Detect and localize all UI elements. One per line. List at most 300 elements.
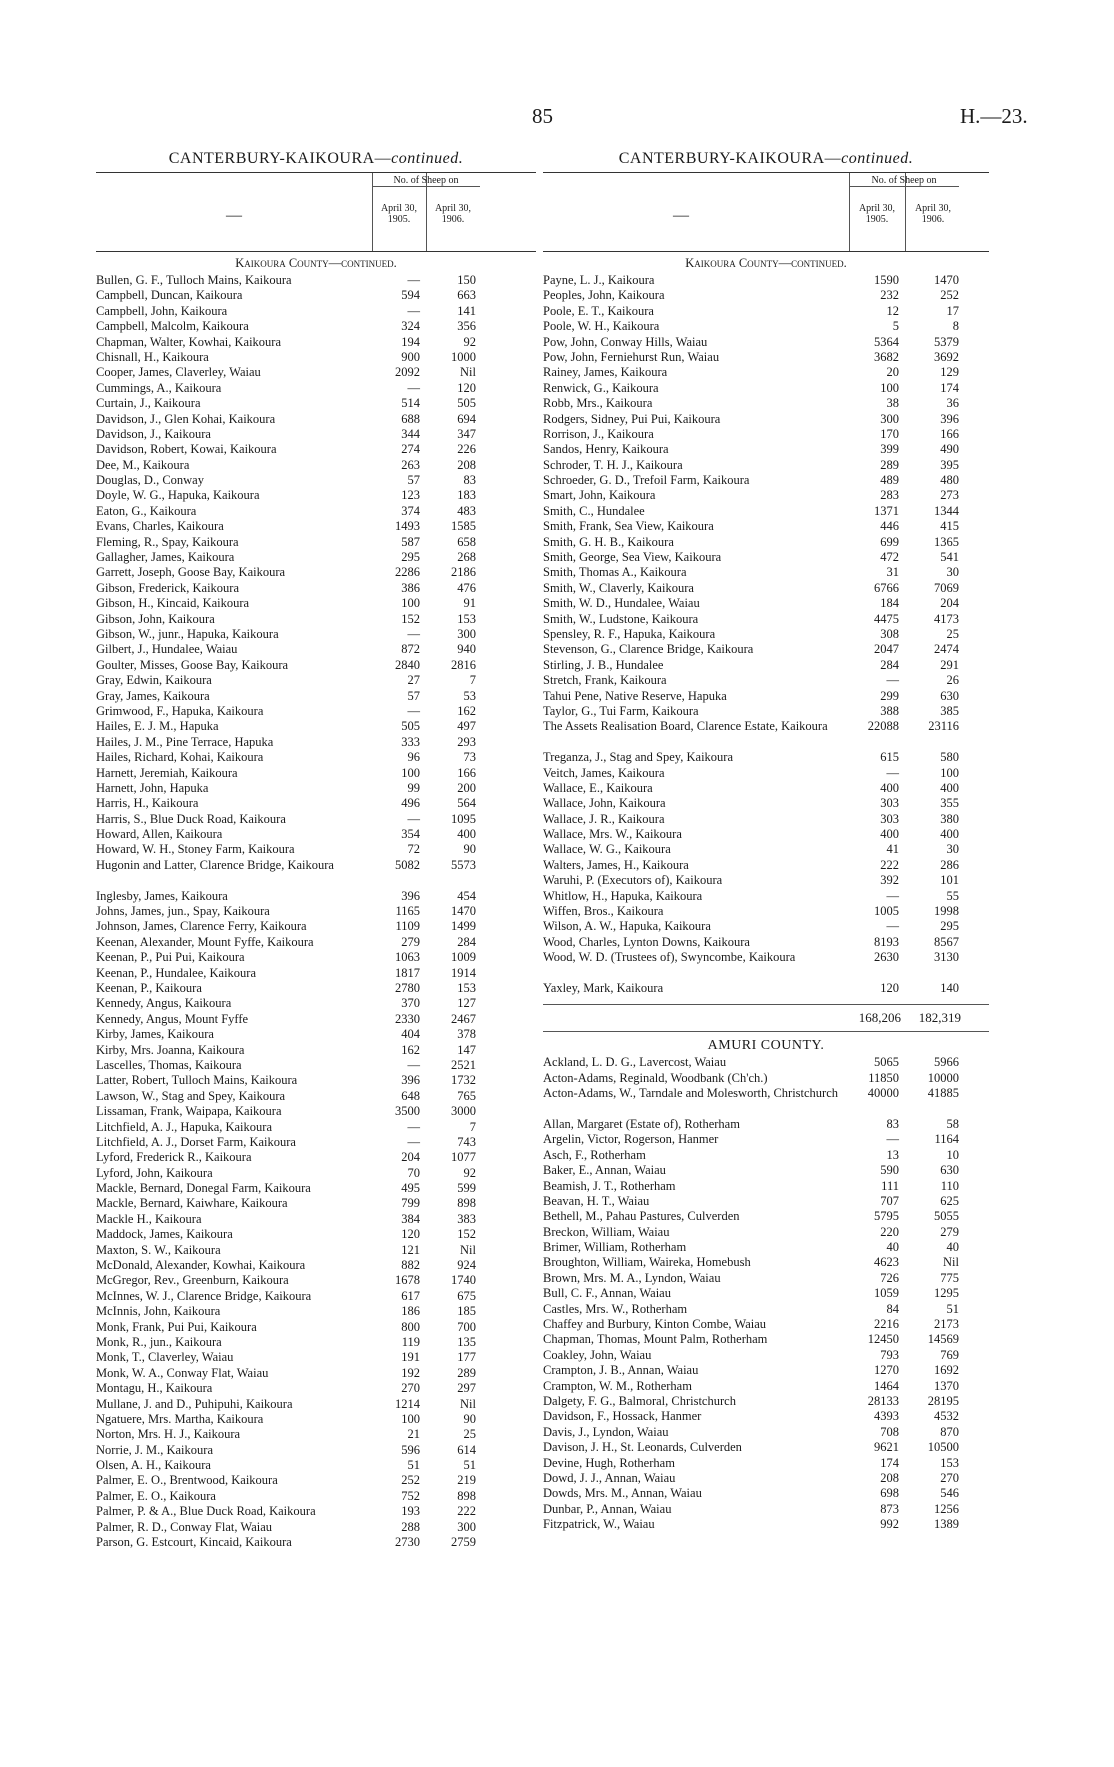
sheep-1905: 1109: [395, 919, 420, 934]
table-row: [543, 1317, 989, 1332]
holder-name: Devine, Hugh, Rotherham: [543, 1455, 675, 1470]
sheep-1905: 274: [401, 442, 420, 457]
sheep-1905: 354: [401, 827, 420, 842]
holder-name: Wallace, J. R., Kaikoura: [543, 811, 665, 826]
sheep-1906: 219: [457, 1473, 476, 1488]
holder-name: Monk, T., Claverley, Waiau: [96, 1350, 234, 1365]
sheep-1905: 2047: [874, 642, 899, 657]
holder-name: Johnson, James, Clarence Ferry, Kaikoura: [96, 919, 307, 934]
sheep-1906: 415: [940, 519, 959, 534]
holder-name: Smith, W., Ludstone, Kaikoura: [543, 611, 699, 626]
holder-name: Wallace, Mrs. W., Kaikoura: [543, 827, 682, 842]
sheep-1905: 38: [886, 396, 899, 411]
sheep-1905: 100: [880, 380, 899, 395]
holder-name: Howard, W. H., Stoney Farm, Kaikoura: [96, 842, 295, 857]
sheep-1906: 3692: [934, 349, 959, 364]
left-table-header: [96, 172, 536, 252]
sheep-1905: 96: [407, 750, 420, 765]
sheep-1905: 208: [880, 1470, 899, 1485]
sheep-1905: 193: [401, 1504, 420, 1519]
holder-name: Harnett, Jeremiah, Kaikoura: [96, 765, 238, 780]
sheep-1906: 2521: [451, 1057, 476, 1072]
sheep-1906: 483: [457, 503, 476, 518]
sheep-1906: 765: [457, 1088, 476, 1103]
table-row: [543, 1071, 989, 1086]
sheep-1906: 293: [457, 734, 476, 749]
sheep-1905: 344: [401, 426, 420, 441]
table-row: [96, 919, 536, 934]
table-row: [96, 1243, 536, 1258]
sheep-1905: 472: [880, 550, 899, 565]
sheep-1906: 17: [946, 303, 959, 318]
holder-name: Robb, Mrs., Kaikoura: [543, 396, 653, 411]
holder-name: Evans, Charles, Kaikoura: [96, 519, 224, 534]
holder-name: Ngatuere, Mrs. Martha, Kaikoura: [96, 1411, 264, 1426]
table-row: [96, 565, 536, 580]
left-section-heading: Kaikoura County—continued.: [235, 256, 397, 270]
sheep-1905: —: [407, 273, 420, 287]
holder-name: Poole, W. H., Kaikoura: [543, 319, 660, 334]
sheep-1906: 400: [940, 827, 959, 842]
table-row: [96, 412, 536, 427]
holder-name: Keenan, Alexander, Mount Fyffe, Kaikoura: [96, 934, 314, 949]
table-row: [96, 1227, 536, 1242]
sheep-1905: 800: [401, 1319, 420, 1334]
holder-name: Lyford, Frederick R., Kaikoura: [96, 1150, 252, 1165]
sheep-1905: 252: [401, 1473, 420, 1488]
sheep-1906: 2467: [451, 1011, 476, 1026]
holder-name: Grimwood, F., Hapuka, Kaikoura: [96, 703, 264, 718]
right-section-heading: Kaikoura County—continued.: [685, 256, 847, 270]
table-row: [543, 612, 989, 627]
sheep-1905: 1165: [395, 904, 420, 919]
table-row: [96, 488, 536, 503]
holder-name: Litchfield, A. J., Dorset Farm, Kaikoura: [96, 1134, 296, 1149]
sheep-1906: 28195: [927, 1394, 959, 1408]
table-row: [543, 842, 989, 857]
holder-name: Dee, M., Kaikoura: [96, 457, 190, 472]
holder-name: Pow, John, Conway Hills, Waiau: [543, 334, 708, 349]
sheep-1905: 220: [880, 1224, 899, 1239]
table-row: [543, 1148, 989, 1163]
table-row: [96, 1012, 536, 1027]
sheep-1905: 232: [880, 288, 899, 303]
holder-name: Latter, Robert, Tulloch Mains, Kaikoura: [96, 1073, 298, 1088]
sheep-1905: —: [886, 673, 899, 688]
sheep-1905: 400: [880, 780, 899, 795]
sheep-1906: 153: [457, 980, 476, 995]
table-row: [543, 1517, 989, 1532]
holder-name: Beamish, J. T., Rotherham: [543, 1178, 676, 1193]
right-header-1905: April 30, 1905.: [858, 203, 896, 225]
sheep-1905: 489: [880, 473, 899, 488]
sheep-1906: 1585: [451, 519, 476, 534]
sheep-1905: —: [886, 919, 899, 934]
left-header-dash: —: [226, 207, 242, 224]
sheep-1906: 400: [457, 827, 476, 842]
holder-name: Spensley, R. F., Hapuka, Kaikoura: [543, 626, 716, 641]
sheep-1905: 900: [401, 349, 420, 364]
holder-name: Norton, Mrs. H. J., Kaikoura: [96, 1427, 241, 1442]
table-row: [96, 1135, 536, 1150]
sheep-1905: 4393: [874, 1409, 899, 1424]
sheep-1906: 385: [940, 703, 959, 718]
sheep-1905: 57: [407, 473, 420, 488]
holder-name: Smith, W., Claverly, Kaikoura: [543, 580, 694, 595]
table-row: [96, 1181, 536, 1196]
table-row: [543, 1209, 989, 1224]
sheep-1905: 72: [407, 842, 420, 857]
table-row: [96, 304, 536, 319]
sheep-1905: —: [407, 1134, 420, 1149]
holder-name: Tahui Pene, Native Reserve, Hapuka: [543, 688, 727, 703]
table-row: [543, 535, 989, 550]
table-row: [543, 781, 989, 796]
sheep-1906: 284: [457, 934, 476, 949]
sheep-1906: 51: [463, 1458, 476, 1473]
sheep-1905: 617: [401, 1288, 420, 1303]
sheep-1905: 590: [880, 1163, 899, 1178]
table-row: [543, 1425, 989, 1440]
sheep-1906: 297: [457, 1381, 476, 1396]
sheep-1905: 191: [401, 1350, 420, 1365]
table-row: [543, 1302, 989, 1317]
sheep-1905: 283: [880, 488, 899, 503]
holder-name: Bull, C. F., Annan, Waiau: [543, 1286, 671, 1301]
sheep-1906: 1000: [451, 349, 476, 364]
holder-name: Maxton, S. W., Kaikoura: [96, 1242, 221, 1257]
holder-name: Rorrison, J., Kaikoura: [543, 426, 654, 441]
table-row: [96, 381, 536, 396]
sheep-1906: 924: [457, 1258, 476, 1273]
holder-name: Gibson, John, Kaikoura: [96, 611, 215, 626]
sheep-1906: 110: [940, 1178, 959, 1193]
table-row: [543, 766, 989, 781]
sheep-1906: 183: [457, 488, 476, 503]
sheep-1906: 541: [940, 550, 959, 565]
table-row: [96, 1089, 536, 1104]
table-row: [96, 1150, 536, 1165]
sheep-1905: 4623: [874, 1255, 899, 1270]
sheep-1905: 8193: [874, 934, 899, 949]
sheep-1906: 127: [457, 996, 476, 1011]
table-row: [96, 1073, 536, 1088]
sheep-1906: 8567: [934, 934, 959, 949]
sheep-1906: 1470: [934, 273, 959, 287]
sheep-1905: 1371: [874, 503, 899, 518]
holder-name: Monk, W. A., Conway Flat, Waiau: [96, 1365, 269, 1380]
table-row: [96, 689, 536, 704]
sheep-1905: 5065: [874, 1055, 899, 1070]
holder-name: Curtain, J., Kaikoura: [96, 396, 201, 411]
sheep-1906: 10500: [927, 1440, 959, 1455]
table-row: [543, 919, 989, 934]
table-row: [96, 427, 536, 442]
holder-name: Gray, James, Kaikoura: [96, 688, 210, 703]
sheep-1906: 90: [463, 842, 476, 857]
sheep-1905: 594: [401, 288, 420, 303]
sheep-1906: 1077: [451, 1150, 476, 1165]
sheep-1906: 378: [457, 1027, 476, 1042]
sheep-1905: 57: [407, 688, 420, 703]
table-row: [543, 750, 989, 765]
sheep-1906: 505: [457, 396, 476, 411]
sheep-1906: 30: [946, 565, 959, 580]
sheep-1906: 147: [457, 1042, 476, 1057]
sheep-1906: 743: [457, 1134, 476, 1149]
sheep-1905: 162: [401, 1042, 420, 1057]
holder-name: Chaffey and Burbury, Kinton Combe, Waiau: [543, 1317, 767, 1332]
table-row: [96, 1273, 536, 1288]
right-header-1906: April 30, 1906.: [914, 203, 952, 225]
sheep-1905: 83: [886, 1116, 899, 1131]
sheep-1905: 119: [401, 1334, 420, 1349]
sheep-1906: 279: [940, 1224, 959, 1239]
sheep-1905: 40: [886, 1240, 899, 1255]
sheep-1906: 870: [940, 1424, 959, 1439]
holder-name: Palmer, E. O., Brentwood, Kaikoura: [96, 1473, 278, 1488]
table-row: [96, 1335, 536, 1350]
sheep-1906: 2816: [451, 657, 476, 672]
left-title-text: CANTERBURY-KAIKOURA—: [168, 150, 392, 167]
sheep-1905: 120: [880, 981, 899, 995]
document-code: H.—23.: [960, 104, 1028, 128]
sheep-1906: 92: [463, 334, 476, 349]
holder-name: Beavan, H. T., Waiau: [543, 1193, 650, 1208]
holder-name: Eaton, G., Kaikoura: [96, 503, 197, 518]
holder-name: Bullen, G. F., Tulloch Mains, Kaikoura: [96, 273, 292, 287]
sheep-1905: 793: [880, 1347, 899, 1362]
holder-name: Wilson, A. W., Hapuka, Kaikoura: [543, 919, 711, 934]
sheep-1905: 1817: [395, 965, 420, 980]
table-row: [543, 504, 989, 519]
sheep-1906: 775: [940, 1270, 959, 1285]
sheep-1906: 166: [940, 426, 959, 441]
sheep-1906: 898: [457, 1196, 476, 1211]
holder-name: Pow, John, Ferniehurst Run, Waiau: [543, 349, 720, 364]
holder-name: Gibson, Frederick, Kaikoura: [96, 580, 240, 595]
table-row: [543, 1255, 989, 1270]
sheep-1906: 1164: [934, 1132, 959, 1147]
table-row: [543, 1332, 989, 1347]
table-row: [543, 519, 989, 534]
table-row: [543, 981, 989, 996]
table-row: [96, 365, 536, 380]
holder-name: Rainey, James, Kaikoura: [543, 365, 668, 380]
page-number: 85: [532, 104, 553, 128]
sheep-1905: 22088: [867, 719, 899, 734]
table-row: [96, 350, 536, 365]
holder-name: Harris, H., Kaikoura: [96, 796, 199, 811]
table-row: [96, 335, 536, 350]
holder-name: Chapman, Thomas, Mount Palm, Rotherham: [543, 1332, 768, 1347]
sheep-1906: 356: [457, 319, 476, 334]
holder-name: Breckon, William, Waiau: [543, 1224, 670, 1239]
table-row: [96, 473, 536, 488]
table-row: [543, 1225, 989, 1240]
holder-name: Crampton, J. B., Annan, Waiau: [543, 1363, 699, 1378]
sheep-1905: 698: [880, 1486, 899, 1501]
sheep-1905: 84: [886, 1301, 899, 1316]
sheep-1905: 1590: [874, 273, 899, 287]
sheep-1906: 1365: [934, 534, 959, 549]
sheep-1906: 564: [457, 796, 476, 811]
holder-name: Parson, G. Estcourt, Kincaid, Kaikoura: [96, 1535, 292, 1550]
sheep-1905: 12450: [867, 1332, 899, 1347]
holder-name: Crampton, W. M., Rotherham: [543, 1378, 692, 1393]
sheep-1905: 615: [880, 750, 899, 765]
sheep-1905: —: [886, 765, 899, 780]
sheep-1906: 120: [457, 380, 476, 395]
holder-name: Davidson, J., Glen Kohai, Kaikoura: [96, 411, 276, 426]
holder-name: Douglas, D., Conway: [96, 473, 204, 488]
right-title-continued: continued.: [841, 150, 914, 167]
table-row: [543, 412, 989, 427]
sheep-1906: 1095: [451, 811, 476, 826]
sheep-1905: 299: [880, 688, 899, 703]
table-row: [96, 1258, 536, 1273]
sheep-1905: 100: [401, 1411, 420, 1426]
sheep-1905: 1214: [395, 1396, 420, 1411]
sheep-1906: 480: [940, 473, 959, 488]
sheep-1906: 51: [946, 1301, 959, 1316]
table-row: [543, 904, 989, 919]
sheep-1905: 5082: [395, 857, 420, 872]
sheep-1905: 2092: [395, 365, 420, 380]
holder-name: Lascelles, Thomas, Kaikoura: [96, 1057, 242, 1072]
sheep-1905: 28133: [867, 1394, 899, 1408]
sheep-1905: 648: [401, 1088, 420, 1103]
holder-name: Wood, Charles, Lynton Downs, Kaikoura: [543, 934, 750, 949]
holder-name: Lyford, John, Kaikoura: [96, 1165, 213, 1180]
table-row: [96, 781, 536, 796]
table-row: [96, 1196, 536, 1211]
sheep-1906: 100: [940, 765, 959, 780]
sheep-1905: 384: [401, 1211, 420, 1226]
holder-name: Litchfield, A. J., Hapuka, Kaikoura: [96, 1119, 272, 1134]
sheep-1905: 184: [880, 596, 899, 611]
holder-name: Fleming, R., Spay, Kaikoura: [96, 534, 239, 549]
sheep-1906: 1499: [451, 919, 476, 934]
sheep-1906: 185: [457, 1304, 476, 1319]
table-row: [543, 581, 989, 596]
sheep-1905: 152: [401, 611, 420, 626]
holder-name: Kirby, Mrs. Joanna, Kaikoura: [96, 1042, 245, 1057]
holder-name: Stretch, Frank, Kaikoura: [543, 673, 667, 688]
table-row: [96, 396, 536, 411]
holder-name: Harris, S., Blue Duck Road, Kaikoura: [96, 811, 286, 826]
sheep-1905: 3500: [395, 1104, 420, 1119]
sheep-1905: 170: [880, 426, 899, 441]
holder-name: Gallagher, James, Kaikoura: [96, 550, 235, 565]
table-row: [543, 935, 989, 950]
sheep-1905: 13: [886, 1147, 899, 1162]
holder-name: Waruhi, P. (Executors of), Kaikoura: [543, 873, 723, 888]
table-row: [96, 1381, 536, 1396]
sheep-1906: 91: [463, 596, 476, 611]
sheep-1906: 663: [457, 288, 476, 303]
sheep-1905: 300: [880, 411, 899, 426]
table-row: [543, 365, 989, 380]
table-row: [96, 1412, 536, 1427]
kaikoura-total-row: [543, 1004, 989, 1032]
holder-name: Schroeder, G. D., Trefoil Farm, Kaikoura: [543, 473, 750, 488]
sheep-1906: 700: [457, 1319, 476, 1334]
table-row: [96, 812, 536, 827]
sheep-1906: 286: [940, 857, 959, 872]
sheep-1905: 41: [886, 842, 899, 857]
table-row: [96, 1366, 536, 1381]
sheep-1906: 36: [946, 396, 959, 411]
table-row: [96, 1473, 536, 1488]
sheep-1906: 1370: [934, 1378, 959, 1393]
sheep-1906: 177: [457, 1350, 476, 1365]
sheep-1906: 73: [463, 750, 476, 765]
table-row: [543, 1502, 989, 1517]
table-row: [96, 273, 536, 288]
holder-name: Brimer, William, Rotherham: [543, 1240, 687, 1255]
sheep-1905: 12: [886, 303, 899, 318]
sheep-1906: 26: [946, 673, 959, 688]
table-row: [543, 488, 989, 503]
sheep-1906: 490: [940, 442, 959, 457]
table-row: [96, 858, 536, 889]
sheep-1905: 123: [401, 488, 420, 503]
table-row: [543, 1086, 989, 1117]
sheep-1905: 279: [401, 934, 420, 949]
sheep-1906: 1732: [451, 1073, 476, 1088]
sheep-1906: 546: [940, 1486, 959, 1501]
sheep-1906: 383: [457, 1211, 476, 1226]
holder-name: Doyle, W. G., Hapuka, Kaikoura: [96, 488, 260, 503]
sheep-1905: 2330: [395, 1011, 420, 1026]
sheep-1905: 51: [407, 1458, 420, 1473]
table-row: [96, 1443, 536, 1458]
sheep-1906: 4173: [934, 611, 959, 626]
holder-name: Allan, Margaret (Estate of), Rotherham: [543, 1116, 740, 1131]
sheep-1906: 208: [457, 457, 476, 472]
sheep-1906: 396: [940, 411, 959, 426]
sheep-1906: Nil: [460, 365, 476, 380]
sheep-1906: 1009: [451, 950, 476, 965]
sheep-1905: 1005: [874, 904, 899, 919]
sheep-1905: —: [407, 380, 420, 395]
sheep-1906: 83: [463, 473, 476, 488]
sheep-1906: 1740: [451, 1273, 476, 1288]
holder-name: Garrett, Joseph, Goose Bay, Kaikoura: [96, 565, 286, 580]
holder-name: Palmer, P. & A., Blue Duck Road, Kaikoura: [96, 1504, 316, 1519]
table-row: [96, 642, 536, 657]
table-row: [96, 827, 536, 842]
sheep-1905: 1464: [874, 1378, 899, 1393]
sheep-1905: 288: [401, 1519, 420, 1534]
holder-name: Maddock, James, Kaikoura: [96, 1227, 233, 1242]
sheep-1905: 222: [880, 857, 899, 872]
table-row: [96, 442, 536, 457]
sheep-1906: 1389: [934, 1517, 959, 1532]
holder-name: Palmer, E. O., Kaikoura: [96, 1488, 216, 1503]
table-row: [543, 1379, 989, 1394]
table-row: [96, 627, 536, 642]
sheep-1905: 5: [892, 319, 899, 334]
sheep-1906: 355: [940, 796, 959, 811]
sheep-1906: 25: [946, 626, 959, 641]
sheep-1905: 5795: [874, 1209, 899, 1224]
table-row: [543, 1163, 989, 1178]
table-row: [96, 950, 536, 965]
holder-name: Asch, F., Rotherham: [543, 1147, 646, 1162]
holder-name: Keenan, P., Hundalee, Kaikoura: [96, 965, 257, 980]
